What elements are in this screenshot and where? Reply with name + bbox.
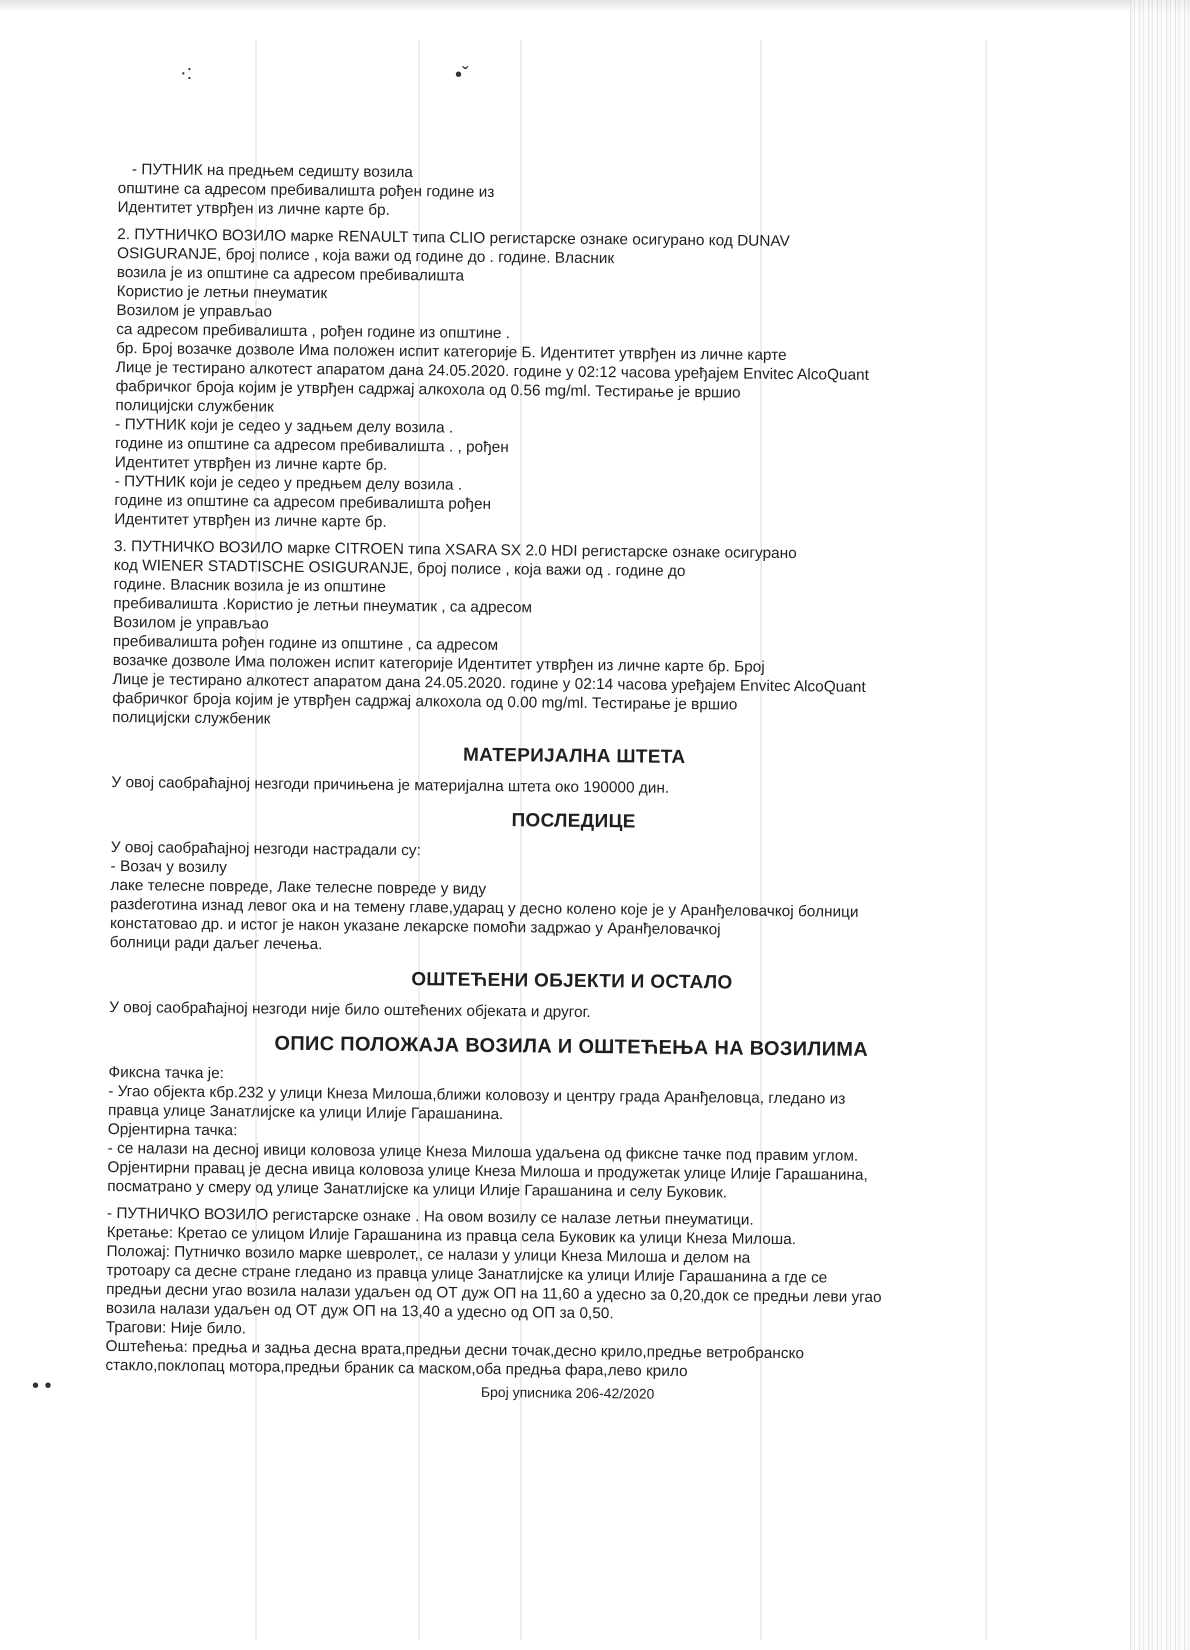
vehicle3-line: пребивалишта .Користио је летњи пнеуматик , са адресом — [113, 594, 533, 617]
vehicle3-line: Возилом је управљао — [113, 613, 269, 633]
objects-text: У овој саобраћајној незгоди није било оштећених објеката и другог. — [109, 998, 591, 1021]
vehicle3-line: пребивалишта рођен године из општине , са адресом — [112, 632, 499, 655]
positions-line: посматрано у смеру од улице Занатлијске ка улици Илије Гарашанина и селу Буковик. — [107, 1177, 728, 1202]
vehicle2-line: Возилом је управљао — [116, 301, 273, 321]
document-page — [103, 160, 1043, 1630]
scan-speck: • • — [32, 1375, 52, 1397]
vehicle2-line: Лице је тестирано алкотест апаратом дана 24.05.2020. године у 02:12 часова уређајем Envitec AlcoQuant — [115, 358, 870, 384]
vehicle2-line: возила је из општине са адресом пребивалишта — [116, 263, 465, 285]
vehicle2-line: бр. Број возачке дозволе Има положен испит категорије Б. Идентитет утврђен из личне карте — [115, 339, 787, 365]
positions-line: Положај: Путничко возило марке шевролет,, се налази у улици Кнеза Милоша и делом на — [106, 1242, 751, 1267]
section-heading-damage: МАТЕРИЈАЛНА ШТЕТА — [462, 744, 686, 768]
consequences-line: констатовао др. и истог је након указане лекарске помоћи задржао у Аранђеловачкој — [109, 914, 721, 939]
consequences-line: болници ради даљег лечења. — [109, 933, 323, 954]
positions-line: - Угао објекта кбр.232 у улици Кнеза Милоша,ближи коловозу и центру града Аранђеловца, гледано из — [108, 1082, 846, 1108]
positions-line: стакло,поклопац мотора,предњи браник са маском,оба предња фара,лево крило — [105, 1356, 688, 1381]
scan-right-edge — [1130, 0, 1190, 1650]
positions-line: - ПУТНИЧКО ВОЗИЛО регистарске ознаке . На овом возилу се налазе летњи пнеуматици. — [106, 1204, 754, 1229]
positions-line: Оштећења: предња и задња десна врата,предњи десни точак,десно крило,предње ветробранско — [105, 1337, 805, 1363]
vehicle3-line: полицијски службеник — [112, 708, 271, 728]
passenger-front-line: општине са адресом пребивалишта рођен године из — [117, 179, 495, 201]
positions-line: - се налази на десној ивици коловоза улице Кнеза Милоша удаљена од фиксне тачке под правим углом. — [107, 1139, 859, 1165]
positions-line: Трагови: Није било. — [105, 1318, 247, 1338]
positions-line: Фиксна тачка је: — [108, 1063, 225, 1083]
consequences-line: У овој саобраћајној незгоди настрадали су: — [110, 838, 421, 860]
positions-line: тротоару са десне стране гледано из правца улице Занатлијске ка улици Илије Гарашанина а где се — [106, 1261, 828, 1287]
scan-top-shadow — [0, 0, 1190, 12]
vehicle2-line: године из општине са адресом пребивалишта . , рођен — [114, 434, 509, 457]
passenger-front-line: - ПУТНИК на предњем седишту возила — [131, 161, 414, 182]
vehicle2-line: Идентитет утврђен из личне карте бр. — [114, 510, 387, 531]
vehicle3-line: 3. ПУТНИЧКО ВОЗИЛО марке CITROEN типа XSARA SX 2.0 HDI регистарске ознаке осигурано — [113, 537, 797, 563]
vehicle2-line: - ПУТНИК који је седео у предњем делу возила . — [114, 472, 463, 494]
consequences-line: лаке телесне повреде, Лаке телесне повреде у виду — [110, 876, 487, 898]
positions-line: Кретање: Кретао се улицом Илије Гарашанина из правца села Буковик ка улици Кнеза Милоша. — [106, 1223, 797, 1249]
vehicle2-line: - ПУТНИК који је седео у задњем делу возила . — [115, 415, 454, 437]
vehicle2-line: OSIGURANJE, број полисе , која важи од године до . године. Власник — [116, 244, 615, 268]
scan-speck: ·: — [180, 62, 193, 84]
vehicle2-line: полицијски службеник — [115, 396, 274, 416]
consequences-line: разderотина изнад левог ока и на темену главе,ударац у десно колено које је у Аранђеловачкој болници — [110, 895, 859, 921]
positions-line: Орјентирни правац је десна ивица коловоза улице Кнеза Милоша и продужетак улице Илије Гарашанина, — [107, 1158, 868, 1184]
registry-number: Број уписника 206-42/2020 — [480, 1383, 655, 1402]
scan-speck: •ˇ — [455, 64, 469, 86]
positions-line: возила налази удаљен од ОТ дуж ОП на 13,40 а удесно од ОП за 0,50. — [105, 1299, 614, 1323]
vehicle2-line: године из општине са адресом пребивалишта рођен — [114, 491, 492, 513]
vehicle2-line: са адресом пребивалишта , рођен године из општине . — [116, 320, 511, 343]
section-heading-objects: ОШТЕЋЕНИ ОБЈЕКТИ И ОСТАЛО — [411, 969, 733, 994]
vehicle3-line: Лице је тестирано алкотест апаратом дана 24.05.2020. године у 02:14 часова уређајем Envitec AlcoQuant — [112, 670, 866, 696]
vehicle2-line: фабричког броја којим је утврђен садржај алкохола од 0.56 mg/ml. Тестирање је вршио — [115, 377, 741, 402]
positions-line: правца улице Занатлијске ка улици Илије Гарашанина. — [107, 1101, 504, 1124]
section-heading-consequences: ПОСЛЕДИЦЕ — [511, 810, 636, 833]
vehicle2-line: 2. ПУТНИЧКО ВОЗИЛО марке RENAULT типа CLIO регистарске ознаке осигурано код DUNAV — [117, 225, 790, 251]
vehicle3-line: код WIENER STADTISCHE OSIGURANJE, број полисе , која важи од . године до — [113, 556, 686, 580]
consequences-line: - Возач у возилу — [110, 857, 228, 877]
vehicle2-line: Идентитет утврђен из личне карте бр. — [114, 453, 388, 474]
section-heading-positions: ОПИС ПОЛОЖАЈА ВОЗИЛА И ОШТЕЋЕЊА НА ВОЗИЛИМА — [274, 1032, 869, 1061]
vehicle3-line: возачке дозволе Има положен испит категорије Идентитет утврђен из личне карте бр. Број — [112, 651, 765, 676]
vehicle2-line: Користио је летњи пнеуматик — [116, 282, 328, 303]
passenger-front-line: Идентитет утврђен из личне карте бр. — [117, 198, 391, 219]
vehicle3-line: године. Власник возила је из општине — [113, 575, 386, 596]
positions-line: предњи десни угао возила налази удаљен од ОТ дуж ОП на 11,60 а удесно за 0,20,док се предњи леви угао — [106, 1280, 882, 1307]
positions-line: Орјентирна тачка: — [107, 1120, 238, 1140]
vehicle3-line: фабричког броја којим је утврђен садржај алкохола од 0.00 mg/ml. Тестирање је вршио — [112, 689, 738, 714]
damage-text: У овој саобраћајној незгоди причињена је материјална штета око 190000 дин. — [111, 773, 670, 797]
